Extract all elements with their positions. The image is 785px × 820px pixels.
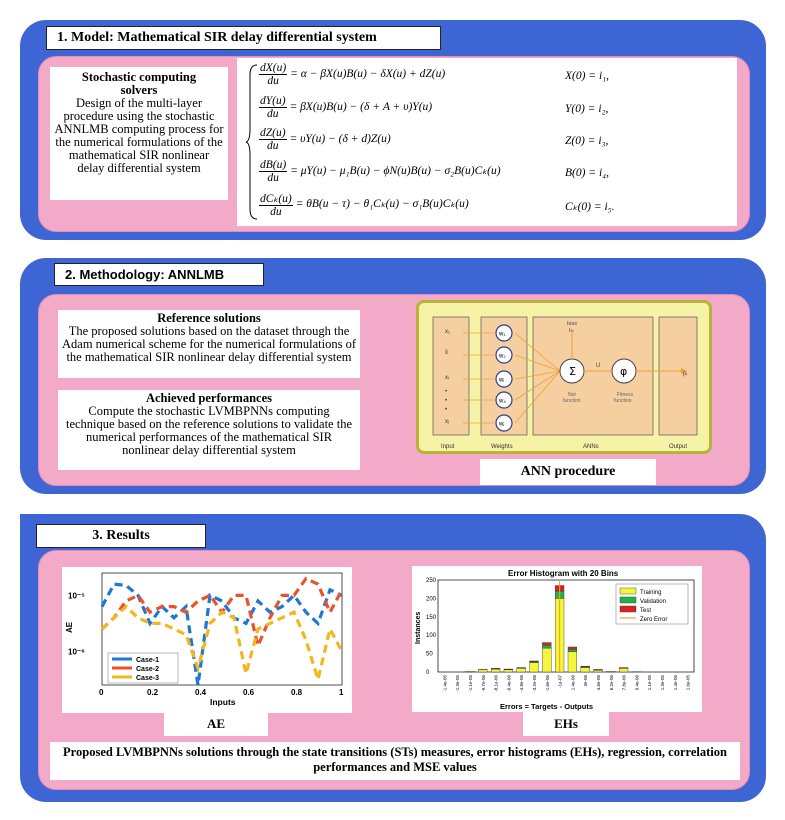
eh-legend-swatch	[620, 606, 636, 612]
ann-sum-symbol: Σ	[569, 365, 576, 378]
ann-input-label: xᵢ	[445, 375, 449, 381]
eh-bar-training	[530, 663, 539, 672]
left-brace	[245, 63, 259, 221]
ae-x-tick: 0.8	[291, 688, 303, 697]
eh-x-tick: 1.6e-05	[685, 675, 691, 691]
derivative-denominator: du	[267, 108, 279, 120]
ae-legend	[108, 653, 178, 683]
eh-bar-training	[478, 670, 487, 672]
ann-bias-sub: bₖ	[569, 328, 575, 334]
ae-x-tick: 0.2	[147, 688, 159, 697]
equation-derivative	[259, 159, 287, 184]
ae-legend-label: Case-2	[136, 666, 159, 673]
eh-legend-swatch	[620, 597, 636, 603]
initial-condition-4: B(0) = i₄,	[565, 167, 610, 179]
ann-weight-label: wⱼ	[499, 421, 505, 428]
ann-svg	[419, 303, 709, 451]
ann-input-label: •	[445, 389, 448, 395]
ann-section-labels	[441, 444, 687, 450]
reference-heading: Reference solutions	[157, 311, 261, 325]
eh-y-tick: 200	[426, 596, 437, 603]
eh-x-tick: -1.4e-05	[442, 675, 448, 692]
eh-legend-label: Validation	[640, 599, 666, 605]
derivative-denominator: du	[267, 172, 279, 184]
eh-bar-training	[491, 669, 500, 672]
derivative-numerator: dCₖ(u)	[260, 193, 292, 205]
equations-box	[237, 58, 737, 226]
eh-x-tick: -1.1e-05	[468, 675, 473, 692]
equation-5	[259, 191, 469, 218]
results-panel-title: 3. Results	[36, 524, 206, 548]
eh-chart	[412, 566, 702, 712]
eh-x-tick: 9.4e-06	[634, 675, 640, 691]
initial-condition-3: Z(0) = i₃,	[565, 135, 609, 147]
eh-x-tick: 4.6e-06	[596, 675, 601, 691]
eh-bar-training	[504, 670, 513, 672]
derivative-numerator: dX(u)	[260, 62, 287, 74]
eh-y-tick: 250	[426, 578, 437, 584]
eh-x-tick: -4.8e-06	[519, 675, 525, 692]
eh-legend	[616, 584, 688, 624]
eh-bar-training	[517, 668, 526, 672]
model-panel-title: 1. Model: Mathematical SIR delay differential system	[46, 26, 441, 50]
eh-x-tick: 7.8e-06	[621, 675, 627, 691]
eh-x-tick: -8.1e-06	[493, 675, 499, 692]
ae-y-tick: 10⁻⁵	[68, 591, 85, 601]
eh-x-tick: -1e-07	[557, 675, 563, 689]
ann-u-label: U	[596, 363, 601, 369]
achieved-text: Compute the stochastic LVMBPNNs computing technique based on the reference solutions to validate the numerical performances of the mathematical SIR nonlinear delay differential system	[65, 404, 352, 457]
ae-chart-frame	[62, 567, 352, 713]
derivative-numerator: dB(u)	[260, 159, 287, 171]
initial-condition-1: X(0) = i₁,	[565, 70, 610, 82]
ae-x-tick: 0	[99, 688, 104, 697]
eh-bar-test	[581, 666, 590, 667]
equation-4	[259, 159, 501, 184]
eh-x-tick: 1.1e-05	[647, 675, 653, 691]
derivative-denominator: du	[267, 140, 279, 152]
eh-bar-validation	[542, 645, 551, 648]
stochastic-solvers-text: Design of the multi-layer procedure using the stochastic ANNLMB computing process for the numerical formulations of the mathematical SIR nonlinear delay differential system	[54, 96, 224, 175]
ae-y-tick: 10⁻⁶	[68, 647, 85, 657]
eh-legend-label: Training	[640, 590, 662, 596]
ann-fitness-label: Fitness function	[614, 392, 634, 404]
ae-legend-label: Case-1	[136, 657, 159, 664]
derivative-denominator: du	[267, 75, 279, 87]
eh-y-tick: 150	[426, 614, 437, 621]
ann-input-label: xⱼ	[445, 419, 450, 425]
ann-weight-label: w₄	[499, 398, 506, 405]
eh-x-tick: 6.2e-06	[608, 675, 614, 691]
ann-input-label: x₁	[445, 329, 451, 335]
eh-x-tick: -6.4e-06	[506, 675, 512, 692]
ann-output-label: pᵢ	[683, 371, 688, 377]
equation-rhs: = α − βX(u)B(u) − δX(u) + dZ(u)	[287, 68, 446, 81]
eh-bar-training	[466, 671, 475, 672]
equation-derivative	[259, 127, 287, 152]
equation-rhs: = βX(u)B(u) − (δ + A + υ)Y(u)	[286, 101, 433, 114]
derivative-numerator: dZ(u)	[260, 127, 286, 139]
eh-bar-training	[619, 668, 628, 672]
ann-procedure-caption: ANN procedure	[480, 459, 656, 485]
ae-x-tick: 1	[339, 688, 344, 697]
ae-caption: AE	[164, 712, 268, 736]
achieved-performances-box	[58, 390, 360, 470]
ann-diagram	[416, 300, 712, 454]
equation-2	[259, 95, 432, 120]
eh-x-tick: 3e-06	[583, 675, 589, 687]
equation-3	[259, 127, 391, 152]
eh-xlabel: Errors = Targets - Outputs	[500, 702, 594, 711]
stochastic-solvers-heading: Stochastic computing solvers	[81, 70, 197, 97]
reference-text: The proposed solutions based on the dataset through the Adam numerical scheme for the numerical formulations of the mathematical SIR nonlinear delay differential system	[62, 324, 356, 364]
eh-bar-validation	[568, 649, 577, 652]
eh-x-tick: -1.3e-05	[455, 675, 461, 692]
ann-section-label: Weights	[491, 444, 513, 450]
derivative-denominator: du	[270, 206, 282, 218]
eh-bar-test	[530, 661, 539, 662]
derivative-numerator: dY(u)	[260, 95, 286, 107]
equation-derivative	[259, 191, 293, 218]
ann-weight-label: wᵢ	[499, 377, 505, 384]
methodology-panel-title: 2. Methodology: ANNLMB	[54, 263, 264, 286]
eh-caption: EHs	[523, 712, 609, 736]
eh-x-tick: 1.3e-05	[660, 675, 665, 691]
equation-rhs: = θB(u − τ) − θ₁Cₖ(u) − σ₁B(u)Cₖ(u)	[292, 198, 469, 211]
eh-y-tick: 50	[426, 651, 433, 658]
ann-bias-label: bias	[567, 321, 578, 327]
ae-xlabel: Inputs	[210, 697, 236, 707]
ann-section-label: Output	[669, 444, 688, 450]
eh-bar-training	[568, 652, 577, 672]
results-summary: Proposed LVMBPNNs solutions through the state transitions (STs) measures, error histograms (EHs), regression, correlation performances and MSE values	[50, 742, 740, 780]
ae-chart	[62, 567, 352, 713]
ann-weight-label: w₁	[499, 331, 506, 338]
eh-title: Error Histogram with 20 Bins	[508, 569, 619, 578]
eh-x-tick: 1.4e-06	[570, 675, 576, 691]
ae-x-tick: 0.6	[243, 688, 255, 697]
eh-chart-frame	[412, 566, 702, 712]
ann-input-label: x̄	[445, 350, 448, 356]
eh-bar-test	[542, 643, 551, 646]
eh-bar-training	[606, 671, 615, 672]
eh-y-tick: 100	[426, 633, 437, 640]
eh-legend-label: Test	[640, 608, 652, 614]
eh-legend-label: Zero Error	[640, 617, 668, 623]
eh-bar-training	[581, 668, 590, 672]
ae-ylabel: AE	[65, 621, 74, 633]
ann-output-column	[659, 317, 697, 435]
ann-section-label: Input	[441, 444, 455, 450]
eh-x-tick: 1.4e-05	[672, 675, 678, 691]
ann-input-column	[433, 317, 469, 435]
eh-x-tick: -3.2e-06	[532, 675, 537, 692]
achieved-heading: Achieved performances	[145, 391, 272, 405]
equation-1	[259, 62, 445, 87]
eh-legend-swatch	[620, 588, 636, 594]
reference-solutions-box	[58, 310, 360, 378]
equation-derivative	[259, 95, 287, 120]
eh-bar-training	[594, 670, 603, 672]
initial-condition-5: Cₖ(0) = i₅.	[565, 201, 615, 213]
ann-net-label: Net function	[563, 392, 581, 404]
eh-bar-test	[568, 647, 577, 649]
ann-input-label: •	[445, 407, 448, 413]
ann-input-label: •	[445, 398, 448, 404]
ae-x-tick: 0.4	[195, 688, 207, 697]
ann-weight-label: w₂	[499, 353, 506, 360]
ann-phi-symbol: φ	[620, 365, 628, 378]
eh-bar-training	[542, 648, 551, 672]
ann-section-label: ANNs	[583, 444, 599, 450]
stochastic-solvers-box	[50, 67, 228, 200]
equation-derivative	[259, 62, 287, 87]
initial-condition-2: Y(0) = i₂,	[565, 103, 609, 115]
ae-legend-label: Case-3	[136, 675, 159, 682]
eh-y-tick: 0	[426, 670, 430, 676]
eh-x-tick: -1.6e-06	[544, 675, 550, 692]
equation-rhs: = υY(u) − (δ + d)Z(u)	[286, 133, 391, 146]
eh-x-tick: -9.7e-06	[480, 675, 486, 692]
equation-rhs: = μY(u) − μ₁B(u) − ϕN(u)B(u) − σ₂B(u)Cₖ(u)	[287, 165, 501, 178]
eh-ylabel: Instances	[415, 611, 422, 644]
